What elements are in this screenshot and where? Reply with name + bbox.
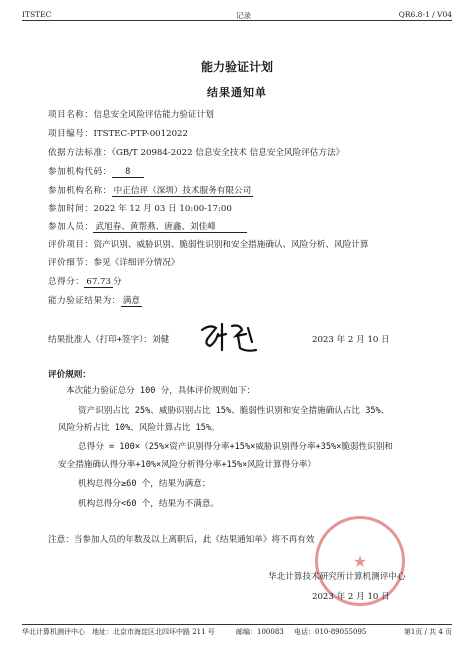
- footer-org: 华北计算机测评中心: [22, 628, 85, 636]
- footer-phone: 电话：010-89055095: [294, 628, 367, 636]
- rules-line-3: 风险分析占比 10%、风险计算占比 15%。: [58, 423, 220, 433]
- field-project-code: 项目编号：ITSTEC-PTP-0012022: [48, 129, 188, 139]
- rules-line-1: 本次能力验证总分 100 分，具体评价规则如下：: [66, 386, 256, 396]
- rules-heading: 评价规则：: [48, 370, 91, 380]
- rules-line-4: 总得分 = 100×（25%×资产识别得分率+15%×威胁识别得分率+35%×脆弱性识别和: [78, 442, 393, 452]
- field-details: 评价细节：参见《详细评分情况》: [48, 258, 180, 268]
- rules-line-5: 安全措施确认得分率+10%×风险分析得分率+15%×风险计算得分率）: [58, 460, 316, 470]
- footer-note: 注意：当参加人员的年数及以上离职后，此《结果通知单》将不再有效: [48, 535, 315, 545]
- header-left: ITSTEC: [22, 10, 52, 19]
- approval-date: 2023 年 2 月 10 日: [312, 335, 390, 345]
- rules-line-7: 机构总得分<60 个，结果为不满意。: [78, 499, 220, 509]
- field-org-name: 参加机构名称： 中正信评（深圳）技术服务有限公司: [48, 186, 252, 196]
- issuer-name: 华北计算技术研究所计算机测评中心: [268, 572, 406, 582]
- field-staff: 参加人员： 武旭春、黄帮燕、唐鑫、刘佳峰: [48, 220, 247, 233]
- approver-label: 结果批准人（打印+签字）：刘健: [48, 335, 170, 345]
- issuer-date: 2023 年 2 月 10 日: [312, 592, 390, 602]
- svg-text:★: ★: [352, 552, 368, 571]
- field-org-code: 参加机构代码： 8: [48, 165, 144, 178]
- footer-postcode: 邮编：100083: [236, 628, 284, 636]
- field-items: 评价项目：资产识别、威胁识别、脆弱性识别和安全措施确认、风险分析、风险计算: [48, 240, 369, 250]
- field-time: 参加时间：2022 年 12 月 03 日 10:00-17:00: [48, 204, 232, 214]
- document-title: 能力验证计划: [200, 60, 273, 74]
- rules-line-6: 机构总得分≥60 个，结果为满意；: [78, 479, 211, 489]
- field-score: 总得分： 67.73 分: [48, 277, 122, 287]
- header-right: QR6.8-1 / V04: [398, 10, 452, 19]
- rules-line-2: 资产识别占比 25%、威胁识别占比 15%、脆弱性识别和安全措施确认占比 35%、: [78, 406, 390, 416]
- footer-divider: [22, 624, 452, 625]
- signature: [196, 316, 268, 356]
- field-result: 能力验证结果为： 满意: [48, 296, 140, 306]
- header-center: 记录: [236, 11, 251, 20]
- document-subtitle: 结果通知单: [207, 86, 267, 99]
- field-standard: 依据方法标准：《GB/T 20984-2022 信息安全技术 信息安全风险评估方法》: [48, 148, 345, 158]
- field-project-name: 项目名称：信息安全风险评估能力验证计划: [48, 110, 214, 120]
- footer-page: 第1页 / 共 4 页: [403, 628, 452, 636]
- header-divider: [22, 20, 452, 21]
- footer-address: 地址：北京市海淀区北四环中路 211 号: [92, 628, 215, 636]
